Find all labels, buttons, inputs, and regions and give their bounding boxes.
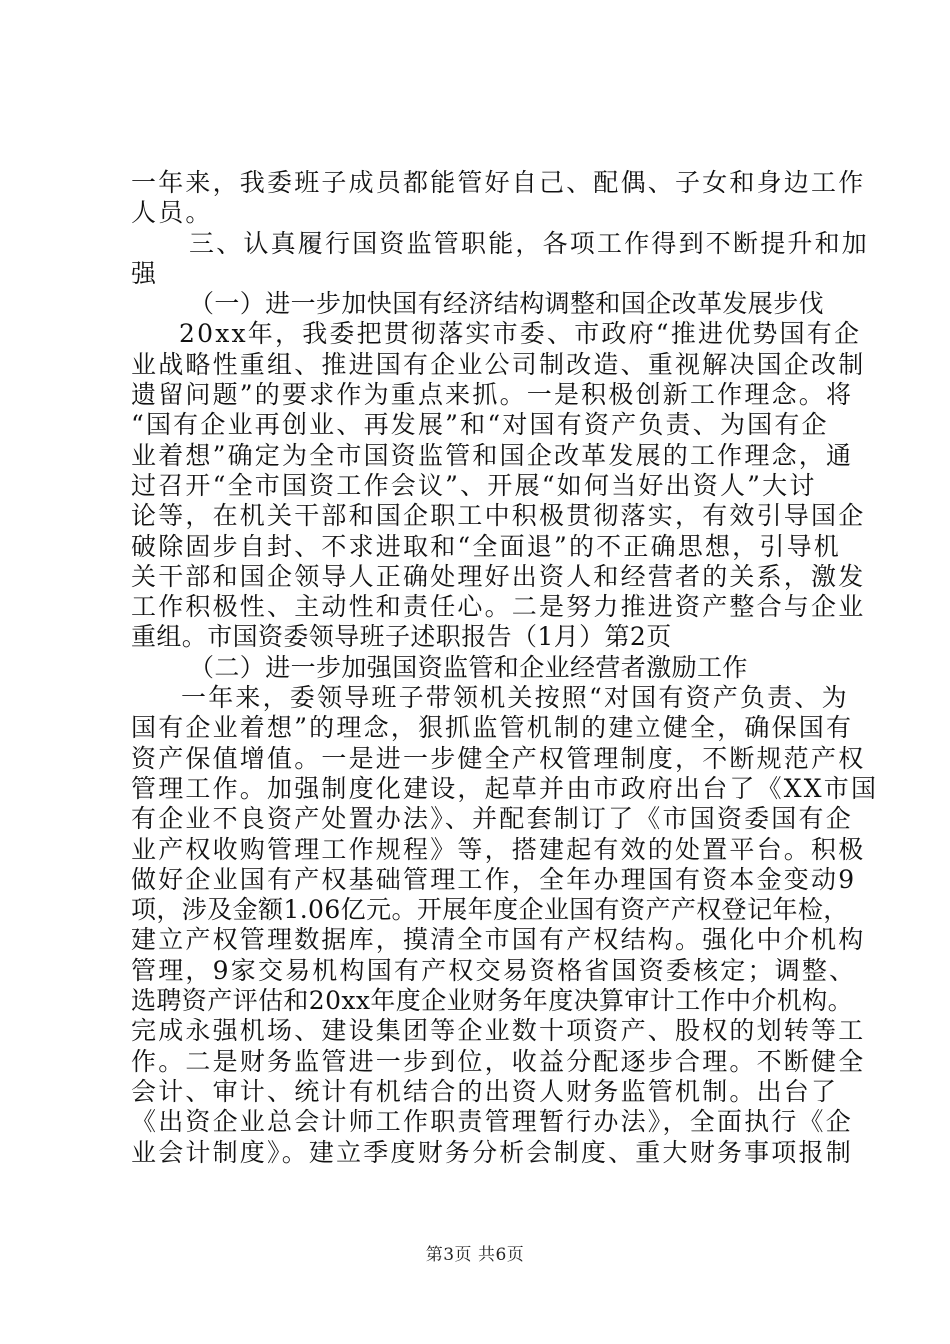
page-footer: 第3页 共6页	[425, 1245, 525, 1265]
text-line: 业着想”确定为全市国资监管和国企改革发展的工作理念，通	[131, 440, 854, 470]
text-line: 业战略性重组、推进国有企业公司制改造、重视解决国企改制	[131, 349, 866, 379]
text-line: 三、认真履行国资监管职能，各项工作得到不断提升和加	[189, 228, 870, 258]
text-line: 20xx年，我委把贯彻落实市委、市政府“推进优势国有企	[179, 319, 862, 349]
text-line: 选聘资产评估和20xx年度企业财务年度决算审计工作中介机构。	[131, 986, 854, 1016]
text-line: 有企业不良资产处置办法》、并配套制订了《市国资委国有企	[131, 804, 853, 834]
text-line: 做好企业国有产权基础管理工作，全年办理国有资本金变动9	[131, 864, 857, 894]
text-line: 建立产权管理数据库，摸清全市国有产权结构。强化中介机构	[131, 925, 866, 955]
text-line: 过召开“全市国资工作会议”、开展“如何当好出资人”大讨	[131, 470, 817, 500]
text-line: 国有企业着想”的理念，狠抓监管机制的建立健全，确保国有	[131, 713, 854, 743]
text-line: （二）进一步加强国资监管和企业经营者激励工作	[189, 652, 748, 682]
text-line: 关干部和国企领导人正确处理好出资人和经营者的关系，激发	[131, 561, 866, 591]
text-line: 破除固步自封、不求进取和“全面退”的不正确思想，引导机	[131, 531, 841, 561]
text-line: 完成永强机场、建设集团等企业数十项资产、股权的划转等工	[131, 1016, 866, 1046]
text-line: 一年来，委领导班子带领机关按照“对国有资产负责、为	[181, 683, 849, 713]
text-line: 遗留问题”的要求作为重点来抓。一是积极创新工作理念。将	[131, 380, 854, 410]
text-line: 人员。	[131, 198, 213, 228]
text-line: 作。二是财务监管进一步到位，收益分配逐步合理。不断健全	[131, 1046, 866, 1076]
document-body	[131, 168, 879, 1168]
text-line: 管理工作。加强制度化建设，起草并由市政府出台了《XX市国	[131, 773, 879, 803]
text-line: 《出资企业总会计师工作职责管理暂行办法》，全面执行《企	[131, 1107, 853, 1137]
text-line: 管理，9家交易机构国有产权交易资格省国资委核定；调整、	[131, 955, 857, 985]
text-line: 会计、审计、统计有机结合的出资人财务监管机制。出台了	[131, 1076, 839, 1106]
text-line: （一）进一步加快国有经济结构调整和国企改革发展步伐	[189, 289, 825, 319]
text-line: “国有企业再创业、再发展”和“对国有资产负责、为国有企	[131, 410, 829, 440]
text-line: 业产权收购管理工作规程》等，搭建起有效的处置平台。积极	[131, 834, 866, 864]
text-line: 业会计制度》。建立季度财务分析会制度、重大财务事项报制	[131, 1137, 853, 1167]
text-line: 强	[131, 258, 159, 288]
text-line: 资产保值增值。一是进一步健全产权管理制度，不断规范产权	[131, 743, 866, 773]
text-line: 论等，在机关干部和国企职工中积极贯彻落实，有效引导国企	[131, 501, 866, 531]
text-line: 一年来，我委班子成员都能管好自己、配偶、子女和身边工作	[131, 168, 866, 197]
text-line: 重组。市国资委领导班子述职报告（1月）第2页	[131, 622, 672, 652]
text-line: 项，涉及金额1.06亿元。开展年度企业国有资产产权登记年检，	[131, 895, 849, 925]
text-line: 工作积极性、主动性和责任心。二是努力推进资产整合与企业	[131, 592, 866, 622]
